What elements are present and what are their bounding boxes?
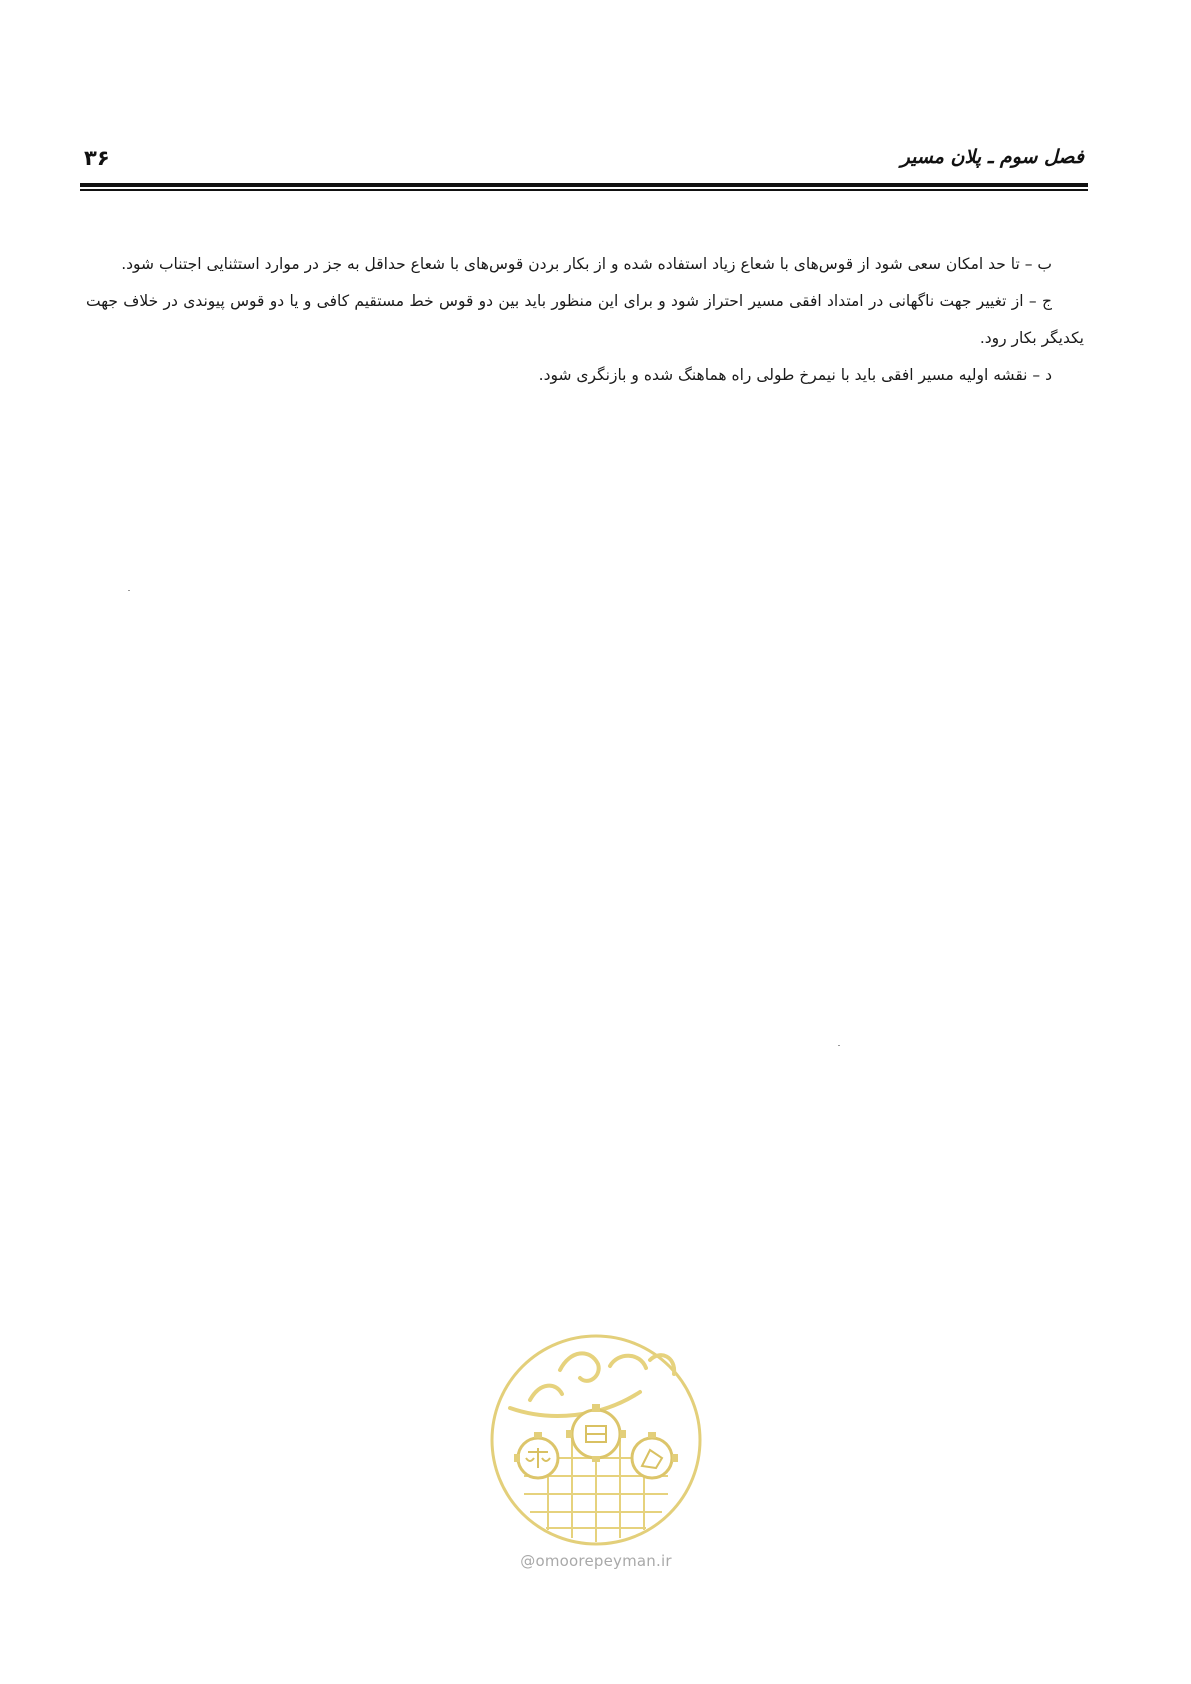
page-header <box>80 140 1088 180</box>
watermark-url: @omoorepeyman.ir <box>520 1552 672 1570</box>
page-number: ۳۶ <box>84 146 110 170</box>
paragraph-b: ب – تا حد امکان سعی شود از قوس‌های با شعاع زیاد استفاده شده و از بکار بردن قوس‌های با شعاع حداقل به جز در موارد استثنایی اجتناب شود. <box>121 255 1052 273</box>
scan-speck <box>128 590 130 591</box>
chapter-title: فصل سوم ـ پلان مسیر <box>900 146 1084 168</box>
watermark-stamp <box>490 1330 702 1584</box>
header-rule-thin <box>80 189 1088 191</box>
header-rule-thick <box>80 183 1088 187</box>
watermark-logo <box>490 1330 702 1550</box>
scan-speck <box>838 1045 840 1046</box>
paragraph-d: د – نقشه اولیه مسیر افقی باید با نیمرخ طولی راه هماهنگ شده و بازنگری شود. <box>538 366 1052 384</box>
paragraph-j: ج – از تغییر جهت ناگهانی در امتداد افقی مسیر احتراز شود و برای این منظور باید بین دو قوس خط مستقیم کافی و یا دو قوس پیوندی در خلاف جهت یکدیگر بکار رود. <box>86 292 1084 347</box>
body-text <box>86 246 1084 394</box>
